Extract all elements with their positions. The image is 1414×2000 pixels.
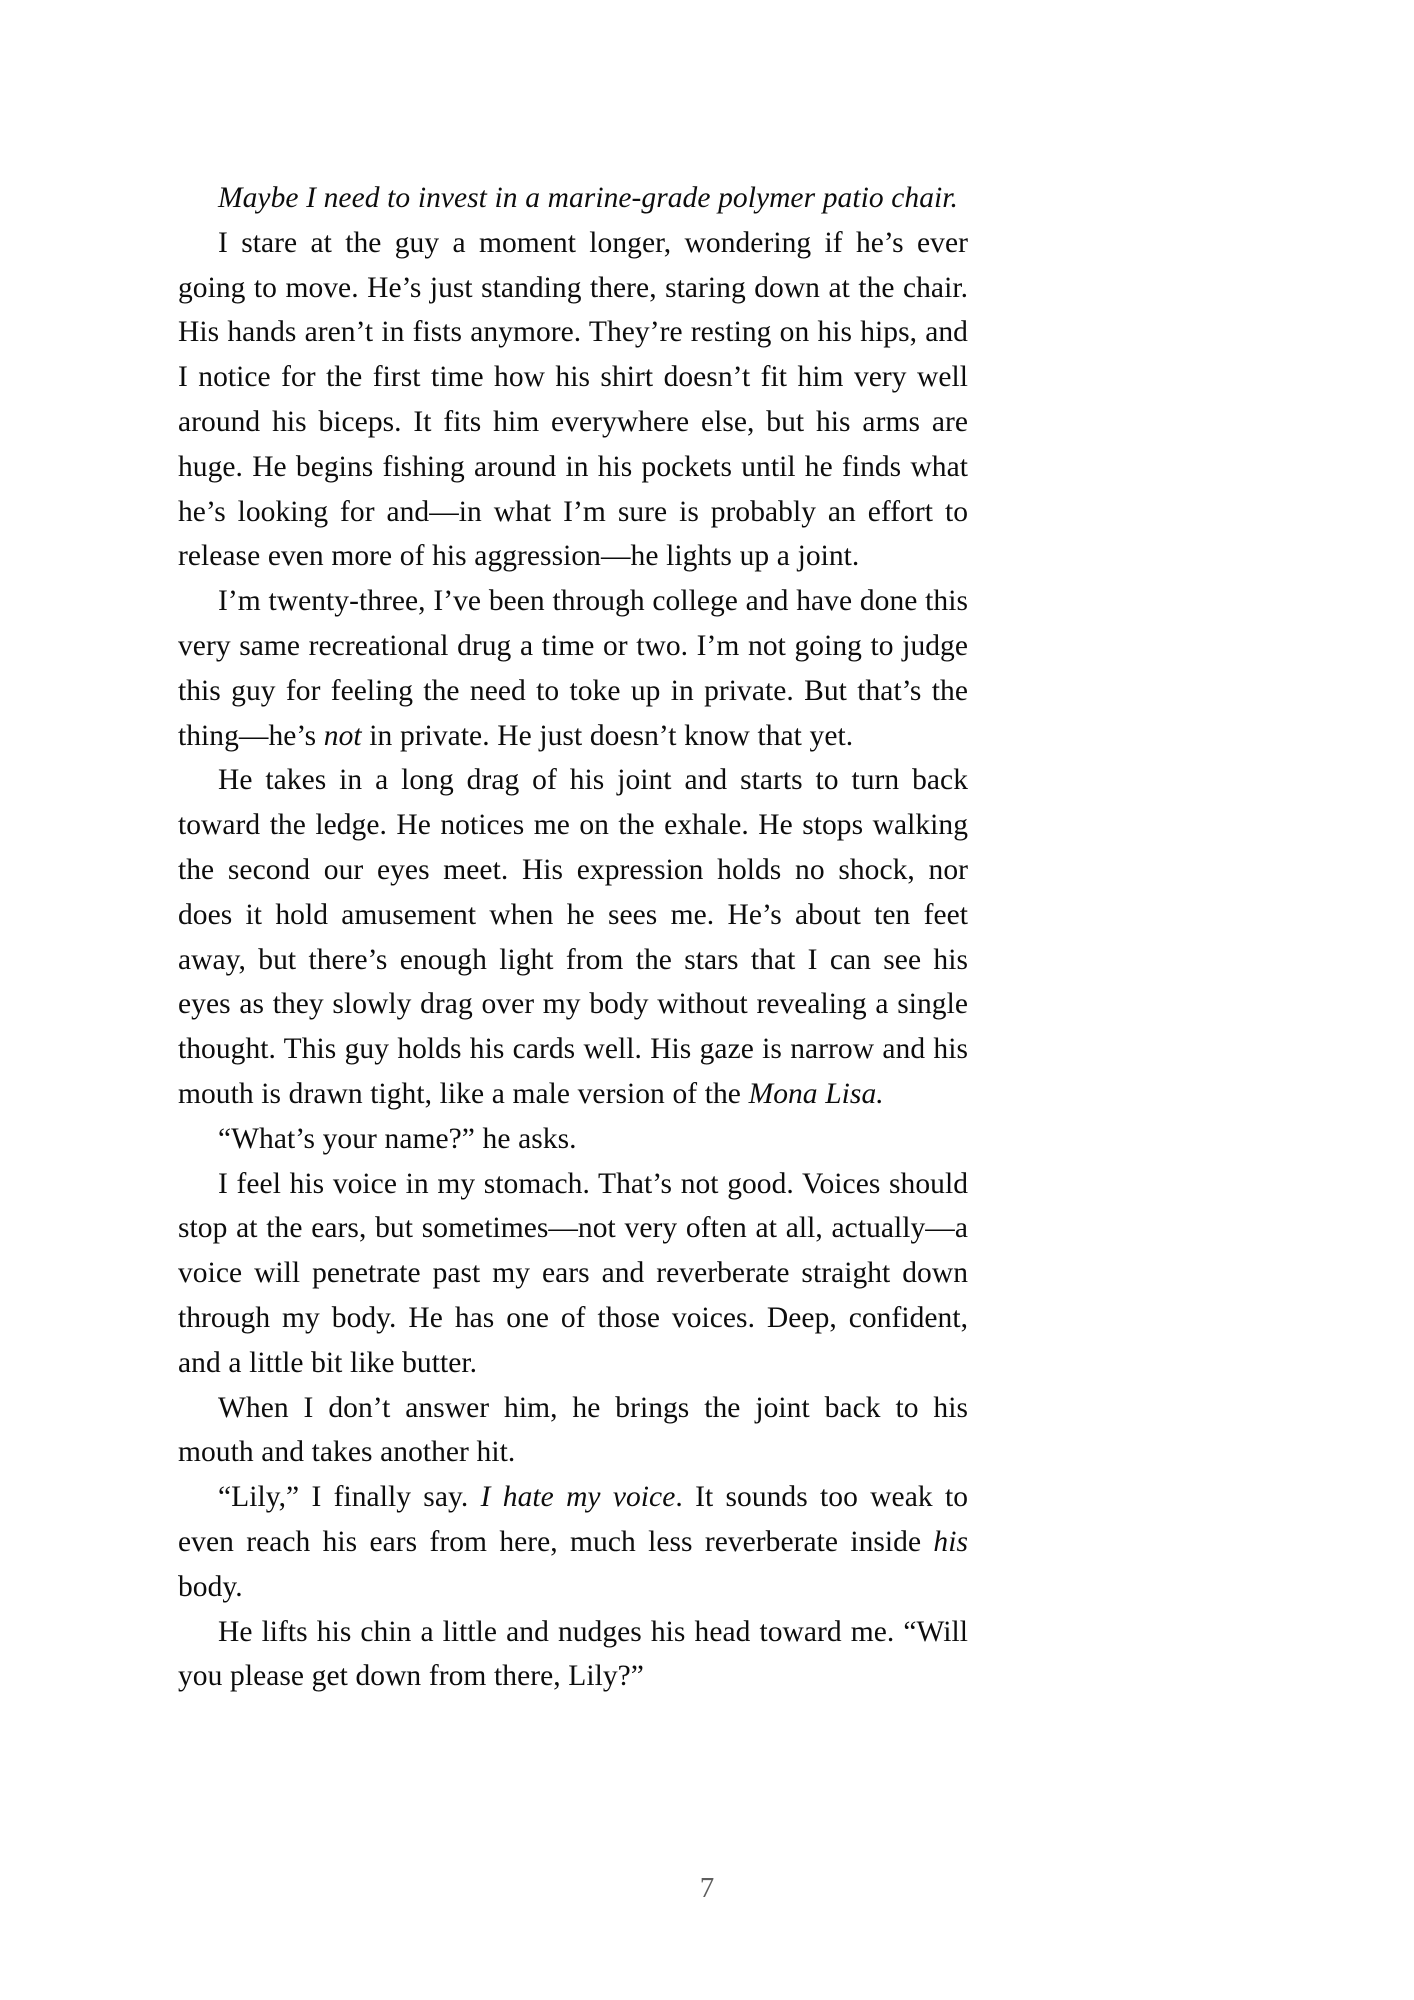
text-run: . It sounds too weak to even reach his ears from here, much less reverberate inside [178,1481,968,1558]
italic-run-not: not [323,719,362,752]
text-run: body. [178,1570,243,1603]
italic-run-thought: Maybe I need to invest in a marine-grade polymer patio chair. [218,182,958,214]
paragraph-dialogue-name [178,1117,968,1162]
italic-run-his: his [933,1525,968,1558]
text-run: I’m twenty-three, I’ve been through college and have done this very same recreational drug a time or two. I’m not going to judge this guy for feeling the need to toke up in private. But that’s the thing—he’s [178,585,968,752]
paragraph-long-drag [178,758,968,1116]
text-run: When I don’t answer him, he brings the joint back to his mouth and takes another hit. [178,1391,968,1469]
paragraph-stare [178,221,968,579]
paragraph-voice-stomach [178,1162,968,1386]
text-run: “Lily,” I finally say. [218,1481,481,1514]
text-run: “What’s your name?” he asks. [218,1122,577,1155]
text-run: He lifts his chin a little and nudges his head toward me. “Will you please get down from there, Lily?” [178,1615,968,1693]
text-run: He takes in a long drag of his joint and starts to turn back toward the ledge. He notices me on the exhale. He stops walking the second our eyes meet. His expression holds no shock, nor does it hold amusement when he sees me. He’s about ten feet away, but there’s enough light from the stars that I can see his eyes as they slowly drag over my body without revealing a single thought. This guy holds his cards well. His gaze is narrow and his mouth is drawn tight, like a male version of the [178,764,968,1110]
page-number: 7 [699,1872,715,1904]
page-text-block [178,176,968,1699]
paragraph-twenty-three [178,579,968,758]
paragraph-lifts-chin [178,1610,968,1700]
text-run: I stare at the guy a moment longer, wondering if he’s ever going to move. He’s just standing there, staring down at the chair. His hands aren’t in fists anymore. They’re resting on his hips, and I notice for the first time how his shirt doesn’t fit him very well around his biceps. It fits him everywhere else, but his arms are huge. He begins fishing around in his pockets until he finds what he’s looking for and—in what I’m sure is probably an effort to release even more of his aggression—he lights up a joint. [178,226,968,573]
italic-run-hate-voice: I hate my voice [480,1481,676,1514]
italic-run-mona-lisa: Mona Lisa. [748,1077,884,1110]
paragraph-thought [178,176,968,221]
paragraph-lily-reply [178,1475,968,1609]
text-run: in private. He just doesn’t know that yet. [361,719,854,752]
text-run: I feel his voice in my stomach. That’s not good. Voices should stop at the ears, but sometimes—not very often at all, actually—a voice will penetrate past my ears and reverberate straight down through my body. He has one of those voices. Deep, confident, and a little bit like butter. [178,1167,968,1379]
paragraph-another-hit [178,1386,968,1476]
